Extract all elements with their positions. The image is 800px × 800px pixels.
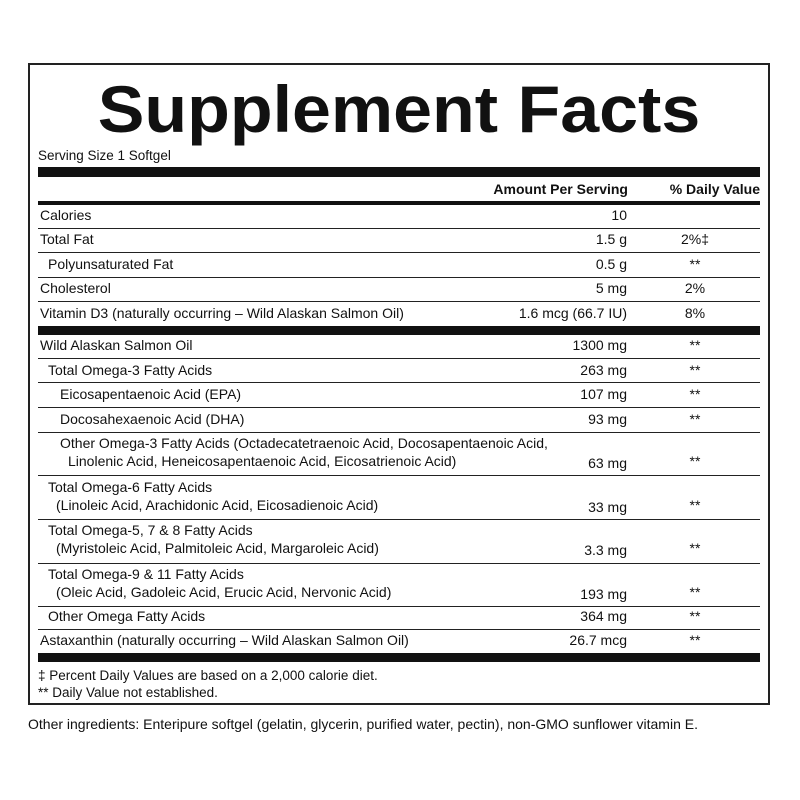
panel-title: Supplement Facts: [97, 72, 701, 146]
nutrient-row: [38, 207, 760, 227]
row-divider: [38, 228, 760, 229]
row-divider: [38, 629, 760, 630]
row-divider: [38, 606, 760, 607]
row-divider: [38, 301, 760, 302]
ingredient-amount: 33 mg: [588, 499, 627, 515]
nutrient-amount: 0.5 g: [595, 256, 627, 272]
ingredient-dv: **: [689, 453, 701, 469]
ingredient-dv: **: [689, 608, 701, 624]
ingredient-amount: 107 mg: [580, 386, 627, 402]
nutrient-row: [38, 280, 760, 300]
row-divider: [38, 252, 760, 253]
thick-rule-top: [38, 167, 760, 177]
ingredient-dv: **: [689, 584, 701, 600]
nutrient-amount: 1.5 g: [595, 231, 627, 247]
ingredient-amount: 63 mg: [588, 455, 627, 471]
ingredient-row: [38, 566, 760, 606]
ingredient-dv: **: [689, 362, 701, 378]
ingredient-subname: (Myristoleic Acid, Palmitoleic Acid, Margaroleic Acid): [56, 540, 379, 556]
ingredient-row: [38, 479, 760, 519]
ingredient-name: Total Omega-6 Fatty Acids: [48, 479, 213, 495]
ingredient-amount: 364 mg: [580, 608, 627, 624]
nutrient-row: [38, 231, 760, 251]
ingredient-row: [38, 362, 760, 382]
row-divider: [38, 358, 760, 359]
nutrient-dv: **: [689, 256, 701, 272]
ingredient-dv: **: [689, 386, 701, 402]
nutrient-name: Vitamin D3 (naturally occurring – Wild Alaskan Salmon Oil): [40, 305, 404, 321]
ingredient-name: Total Omega-5, 7 & 8 Fatty Acids: [48, 522, 253, 538]
nutrient-dv: 2%: [684, 280, 706, 296]
ingredient-amount: 93 mg: [588, 411, 627, 427]
amount-per-serving-header: Amount Per Serving: [493, 181, 628, 197]
ingredient-name: Total Omega-3 Fatty Acids: [48, 362, 213, 378]
ingredient-name: Docosahexaenoic Acid (DHA): [60, 411, 245, 427]
nutrient-name: Total Fat: [40, 231, 94, 247]
ingredient-amount: 193 mg: [580, 586, 627, 602]
ingredient-row: [38, 386, 760, 406]
ingredient-amount: 263 mg: [580, 362, 627, 378]
row-divider: [38, 277, 760, 278]
nutrient-row: [38, 256, 760, 276]
ingredient-amount: 26.7 mcg: [569, 632, 627, 648]
nutrient-name: Calories: [40, 207, 92, 223]
thick-rule-middle: [38, 326, 760, 335]
ingredient-subname: Linolenic Acid, Heneicosapentaenoic Acid, Eicosatrienoic Acid): [68, 453, 457, 469]
row-divider: [38, 407, 760, 408]
nutrient-name: Cholesterol: [40, 280, 111, 296]
nutrient-amount: 1.6 mcg (66.7 IU): [518, 305, 627, 321]
nutrient-row: [38, 305, 760, 325]
ingredient-dv: **: [689, 540, 701, 556]
ingredient-amount: 3.3 mg: [584, 542, 627, 558]
ingredient-row: [38, 522, 760, 562]
footnote-not-established: ** Daily Value not established.: [38, 685, 218, 700]
row-divider: [38, 563, 760, 564]
row-divider: [38, 475, 760, 476]
ingredient-dv: **: [689, 632, 701, 648]
ingredient-row: [38, 608, 760, 628]
daily-value-header: % Daily Value: [669, 181, 760, 197]
nutrient-dv: 8%: [684, 305, 706, 321]
ingredient-name: Total Omega-9 & 11 Fatty Acids: [48, 566, 244, 582]
supplement-facts-panel: [28, 63, 770, 705]
serving-size: Serving Size 1 Softgel: [38, 148, 171, 163]
nutrient-amount: 5 mg: [595, 280, 627, 296]
row-divider: [38, 382, 760, 383]
nutrient-name: Polyunsaturated Fat: [48, 256, 174, 272]
ingredient-subname: (Oleic Acid, Gadoleic Acid, Erucic Acid, Nervonic Acid): [56, 584, 392, 600]
ingredient-subname: (Linoleic Acid, Arachidonic Acid, Eicosadienoic Acid): [56, 497, 379, 513]
footnote-daily-value: ‡ Percent Daily Values are based on a 2,000 calorie diet.: [38, 668, 378, 683]
row-divider: [38, 432, 760, 433]
header-rule: [38, 201, 760, 205]
ingredient-row: [38, 337, 760, 357]
ingredient-name: Other Omega-3 Fatty Acids (Octadecatetraenoic Acid, Docosapentaenoic Acid,: [60, 435, 548, 451]
ingredient-name: Wild Alaskan Salmon Oil: [40, 337, 193, 353]
other-ingredients: Other ingredients: Enteripure softgel (gelatin, glycerin, purified water, pectin), non-GMO sunflower vitamin E.: [28, 716, 698, 732]
ingredient-dv: **: [689, 497, 701, 513]
ingredient-row: [38, 632, 760, 652]
nutrient-dv: 2%‡: [680, 231, 710, 247]
ingredient-amount: 1300 mg: [572, 337, 627, 353]
thick-rule-bottom: [38, 653, 760, 662]
ingredient-dv: **: [689, 337, 701, 353]
nutrient-amount: 10: [611, 207, 627, 223]
ingredient-row: [38, 411, 760, 431]
ingredient-name: Eicosapentaenoic Acid (EPA): [60, 386, 242, 402]
row-divider: [38, 519, 760, 520]
ingredient-name: Astaxanthin (naturally occurring – Wild Alaskan Salmon Oil): [40, 632, 409, 648]
ingredient-dv: **: [689, 411, 701, 427]
ingredient-name: Other Omega Fatty Acids: [48, 608, 206, 624]
ingredient-row: [38, 435, 760, 475]
